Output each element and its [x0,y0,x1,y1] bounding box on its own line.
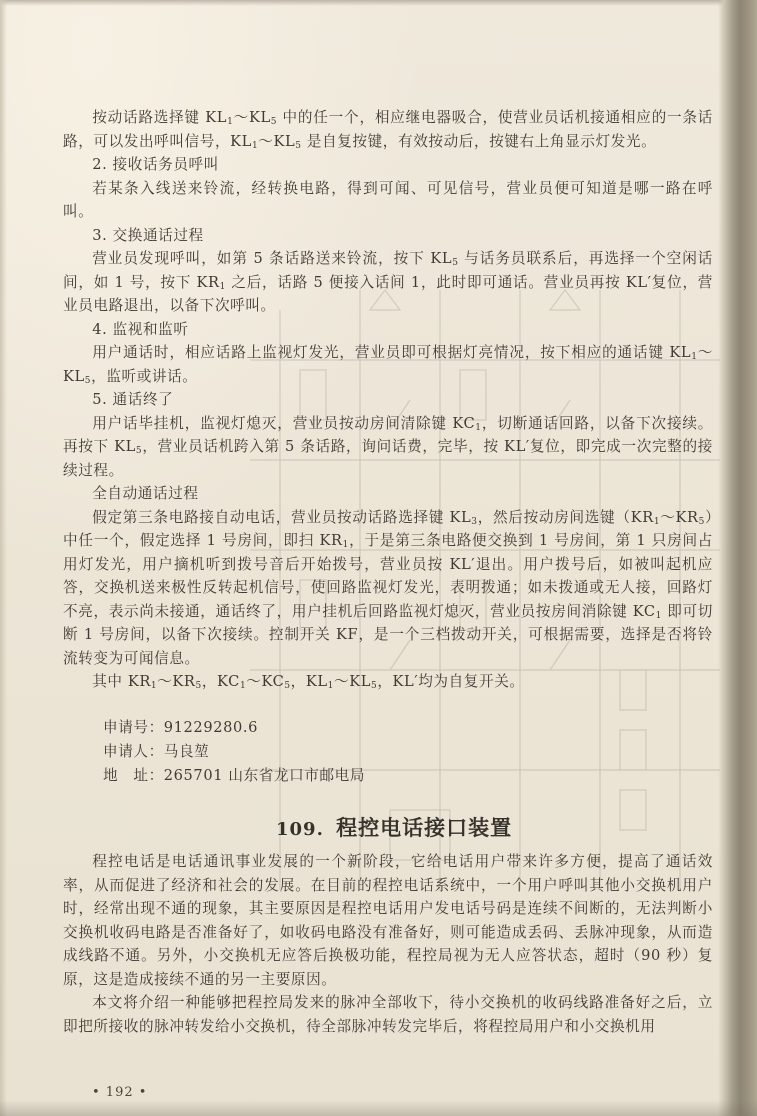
subheading: 2. 接收话务员呼叫 [92,156,219,173]
section-heading [276,812,512,842]
address-row [103,764,365,788]
text-run: 营业员发现呼叫，如第 5 条话路送来铃流，按下 KL [92,250,453,267]
text-run: ，切断通话回路，以备下次接续。再按下 KL [63,414,713,455]
subscript: 1 [653,516,661,527]
text-run: ～KL [258,132,296,150]
text-run: ）中任一个，假定选择 1 号房间，即扫 KR [63,508,713,549]
paragraph [63,177,713,224]
text-run: 其中 KR [92,673,151,690]
text-run: ，KL′均为自复开关。 [377,673,525,690]
text-run: ，于是第三条电路便交换到 1 号房间，第 1 只房间占用灯发光，用户摘机听到拨号音后开始拨号，营业员按 KL′退出。用户拨号后，如被叫起机应答，交换机送来极性反转起机信号，使回路监视灯发光，表明拨通；如未拨通或无人接，回路灯不亮，表示尚未接通，通话终了，用户挂机后回路监视灯熄灭，营业员按房间消除键 KC [63,532,714,620]
text-run: 本文将介绍一种能够把程控局发来的脉冲全部收下，待小交换机的收码线路准备好之后，立即把所接收的脉冲转发给小交换机，待全部脉冲转发完毕后，将程控局用户和小交换机用 [63,994,713,1035]
subscript: 1 [251,140,259,151]
subscript: 5 [452,258,459,268]
text-run: ～KR [157,673,196,690]
subscript: 5 [135,446,143,456]
subscript: 5 [84,375,92,386]
book-spine-shadow [718,0,757,1116]
paragraph [63,412,713,483]
page-number: • 192 • [92,1085,148,1100]
subscript: 1 [227,117,234,127]
text-run: ，KC [201,673,240,690]
application-number-value: 91229280.6 [163,719,258,736]
text-run: 用户话毕挂机，监视灯熄灭，营业员按动房间清除键 KC [92,414,476,432]
text-run: ～KL [334,673,371,690]
subscript: 5 [270,117,278,127]
applicant-row [103,740,365,764]
text-run: ～KL [233,109,271,126]
paragraph [63,850,713,991]
paragraph [63,670,713,694]
paragraph [63,247,713,318]
subscript: 1 [239,681,247,691]
text-run: 假定第三条电路接自动电话，营业员按动话路选择键 KL [92,508,472,526]
text-run: ～KR [660,508,699,526]
subscript: 5 [295,140,302,151]
subscript: 1 [475,422,482,433]
subscript: 1 [150,681,158,691]
text-run: ～KL [63,344,713,385]
subscript: 1 [655,610,662,621]
applicant-label: 申请人： [103,743,164,760]
text-run: 按动话路选择键 KL [92,109,228,126]
application-number-label: 申请号： [103,719,164,736]
application-info [103,716,365,788]
text-run: ，营业员话机跨入第 5 条话路，询问话费，完毕，按 KL′复位，即完成一次完整的接续过程。 [63,438,713,479]
text-run: 是自复按键，有效按动后，按键右上角显示灯发光。 [301,132,657,150]
address-label: 地 址： [103,767,164,784]
text-run: 之后，话路 5 便接入话间 1，此时即可通话。营业员再按 KL′复位，营业员电路退出，以备下次呼叫。 [63,273,713,314]
subheading: 5. 通话终了 [92,391,174,408]
applicant-value: 马良堃 [163,743,210,760]
bottom-edge-shadow [0,1100,757,1116]
text-run: 与话务员联系后，再选择一个空闲话间，如 1 号，按下 KR [63,250,713,291]
address-value: 265701 山东省龙口市邮电局 [163,767,366,784]
subheading: 4. 监视和监听 [92,320,189,338]
subscript: 3 [471,516,478,527]
paragraph [63,991,713,1038]
application-number-row [103,716,365,740]
text-run: 即可切断 1 号房间，以备下次接续。控制开关 KF，是一个三档拨动开关，可根据需要，选择是否将铃流转变为可闻信息。 [63,602,713,667]
text-run: 若某条入线送来铃流，经转换电路，得到可闻、可见信号，营业员便可知道是哪一路在呼叫。 [63,179,713,220]
previous-article-body [63,106,713,694]
text-run: 用户通话时，相应话路上监视灯发光，营业员即可根据灯亮情况，按下相应的通话键 KL [92,344,692,361]
subscript: 1 [219,281,226,292]
subheading: 全自动通话过程 [92,485,199,502]
subscript: 5 [371,681,378,691]
text-run: ，监听或讲话。 [91,367,198,385]
subscript: 5 [195,681,202,691]
paragraph [63,341,713,388]
paragraph [63,106,713,153]
subscript: 5 [284,681,291,691]
section-title: 程控电话接口装置 [336,816,513,840]
top-edge-shadow [0,0,757,6]
subheading: 3. 交换通话过程 [92,226,204,244]
text-run: ，KL [290,673,328,690]
text-run: ～KC [246,673,285,690]
paragraph [63,506,713,671]
section-body [63,850,713,1038]
text-run: 中的任一个，相应继电器吸合，使营业员话机接通相应的一条话路，可以发出呼叫信号，KL [63,109,714,150]
subscript: 1 [691,352,698,362]
section-number: 109. [276,819,324,840]
left-page-edge [0,0,7,1116]
subscript: 1 [327,681,334,691]
subscript: 5 [698,516,705,527]
subscript: 1 [342,540,349,550]
text-run: ，然后按动房间选键（KR [477,508,654,526]
text-run: 程控电话是电话通讯事业发展的一个新阶段，它给电话用户带来许多方便，提高了通话效率，从而促进了经济和社会的发展。在目前的程控电话系统中，一个用户呼叫其他小交换机用户时，经常出现不通的现象，其主要原因是程控电话用户发电话号码是连续不间断的，无法判断小交换机收码电路是否准备好了，如收码电路没有准备好，则可能造成丢码、丢脉冲现象，从而造成线路不通。另外，小交换机无应答后换极功能，程控局视为无人应答状态，超时（90 秒）复原，这是造成接续不通的另一主要原因。 [63,853,713,988]
